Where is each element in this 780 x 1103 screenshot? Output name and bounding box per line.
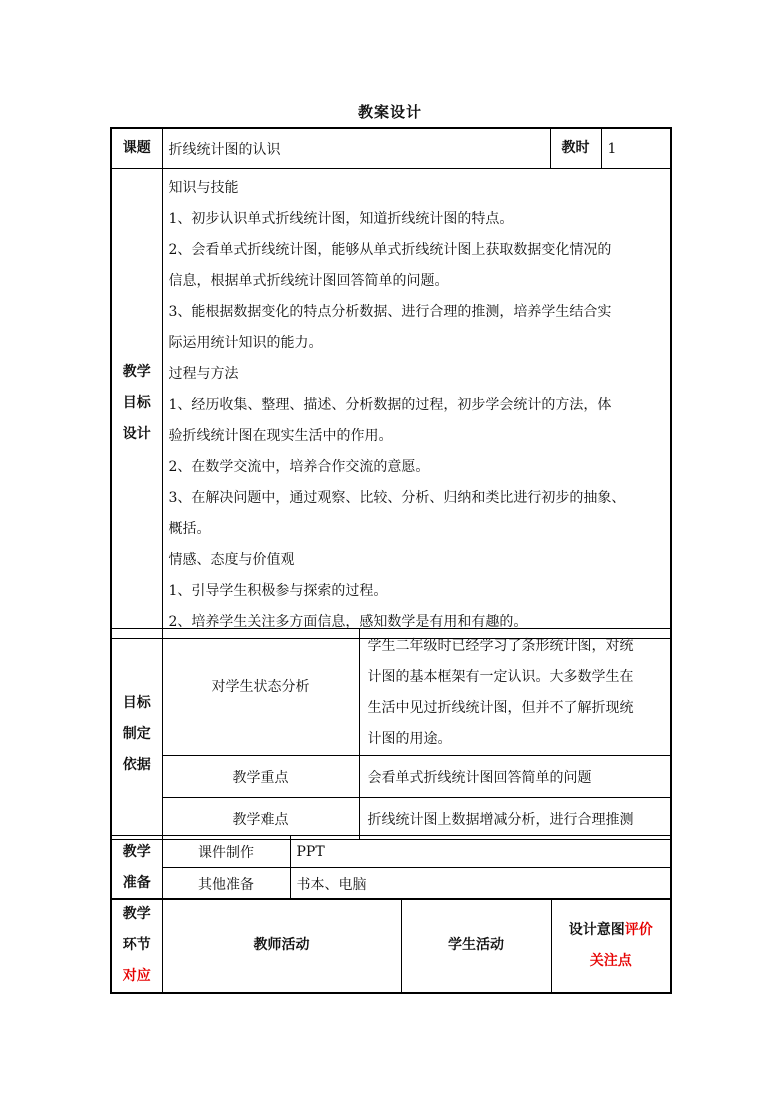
difficulty-text: 折线统计图上数据增减分析，进行合理推测 xyxy=(359,798,671,840)
objective-line: 3、在解决问题中，通过观察、比较、分析、归纳和类比进行初步的抽象、 xyxy=(168,490,626,506)
hours-label: 教时 xyxy=(550,128,601,169)
courseware-label: 课件制作 xyxy=(162,836,290,868)
objective-line: 1、引导学生积极参与探索的过程。 xyxy=(168,583,388,599)
analysis-line: 计图的基本框架有一定认识。大多数学生在 xyxy=(367,669,634,685)
analysis-content xyxy=(359,629,671,756)
objective-line: 际运用统计知识的能力。 xyxy=(168,335,323,351)
other-prep-label: 其他准备 xyxy=(162,868,290,900)
key-point-text: 会看单式折线统计图回答简单的问题 xyxy=(359,756,671,798)
process-label-red: 对应 xyxy=(122,968,151,984)
basis-label-line: 目标 xyxy=(122,694,151,711)
prep-label-line: 准备 xyxy=(122,874,151,891)
courseware-value: PPT xyxy=(290,836,671,868)
analysis-line: 生活中见过折线统计图，但并不了解折现统 xyxy=(367,700,634,716)
design-intent-line xyxy=(552,915,671,946)
process-header-row xyxy=(110,898,672,994)
objective-line: 1、经历收集、整理、描述、分析数据的过程，初步学会统计的方法，体 xyxy=(168,397,612,413)
objective-line: 过程与方法 xyxy=(168,366,239,382)
design-intent-label: 设计意图 xyxy=(568,921,625,938)
difficulty-label: 教学难点 xyxy=(162,798,359,840)
course-row xyxy=(110,127,672,169)
process-label-line: 环节 xyxy=(122,937,151,953)
objectives-content xyxy=(162,169,671,639)
document-title: 教案设计 xyxy=(357,103,422,121)
objectives-label-line: 设计 xyxy=(122,426,151,442)
objective-line: 概括。 xyxy=(168,521,211,537)
basis-label-line: 依据 xyxy=(122,756,151,773)
objectives-label xyxy=(111,169,162,639)
basis-row xyxy=(110,628,672,840)
objectives-label-line: 目标 xyxy=(122,395,151,411)
course-label: 课题 xyxy=(111,128,162,169)
objective-line: 知识与技能 xyxy=(168,180,239,196)
course-name: 折线统计图的认识 xyxy=(162,128,550,169)
process-label xyxy=(111,899,162,994)
objective-line: 2、培养学生关注多方面信息，感知数学是有用和有趣的。 xyxy=(168,614,528,630)
design-intent-header xyxy=(551,899,671,994)
process-label-line: 教学 xyxy=(122,906,151,922)
design-intent-red: 评价 xyxy=(624,921,653,938)
basis-label xyxy=(111,629,162,840)
objective-line: 2、会看单式折线统计图，能够从单式折线统计图上获取数据变化情况的 xyxy=(168,242,612,258)
prep-row xyxy=(110,835,672,900)
key-point-label: 教学重点 xyxy=(162,756,359,798)
design-intent-red-line: 关注点 xyxy=(589,952,632,969)
analysis-label: 对学生状态分析 xyxy=(162,629,359,756)
objective-line: 信息，根据单式折线统计图回答简单的问题。 xyxy=(168,273,449,289)
analysis-line: 学生二年级时已经学习了条形统计图，对统 xyxy=(367,638,634,654)
objective-line: 1、初步认识单式折线统计图，知道折线统计图的特点。 xyxy=(168,211,514,227)
objective-line: 验折线统计图在现实生活中的作用。 xyxy=(168,428,393,444)
objective-line: 3、能根据数据变化的特点分析数据、进行合理的推测，培养学生结合实 xyxy=(168,304,612,320)
student-activity-header: 学生活动 xyxy=(401,899,551,994)
prep-label xyxy=(111,836,162,900)
objectives-row xyxy=(110,168,672,639)
teacher-activity-header: 教师活动 xyxy=(162,899,401,994)
objective-line: 2、在数学交流中，培养合作交流的意愿。 xyxy=(168,459,430,475)
other-prep-value: 书本、电脑 xyxy=(290,868,671,900)
analysis-line: 计图的用途。 xyxy=(367,731,452,747)
basis-label-line: 制定 xyxy=(122,725,151,742)
objective-line: 情感、态度与价值观 xyxy=(168,552,295,568)
prep-label-line: 教学 xyxy=(122,843,151,860)
hours-value: 1 xyxy=(601,128,671,169)
objectives-label-line: 教学 xyxy=(122,364,151,380)
